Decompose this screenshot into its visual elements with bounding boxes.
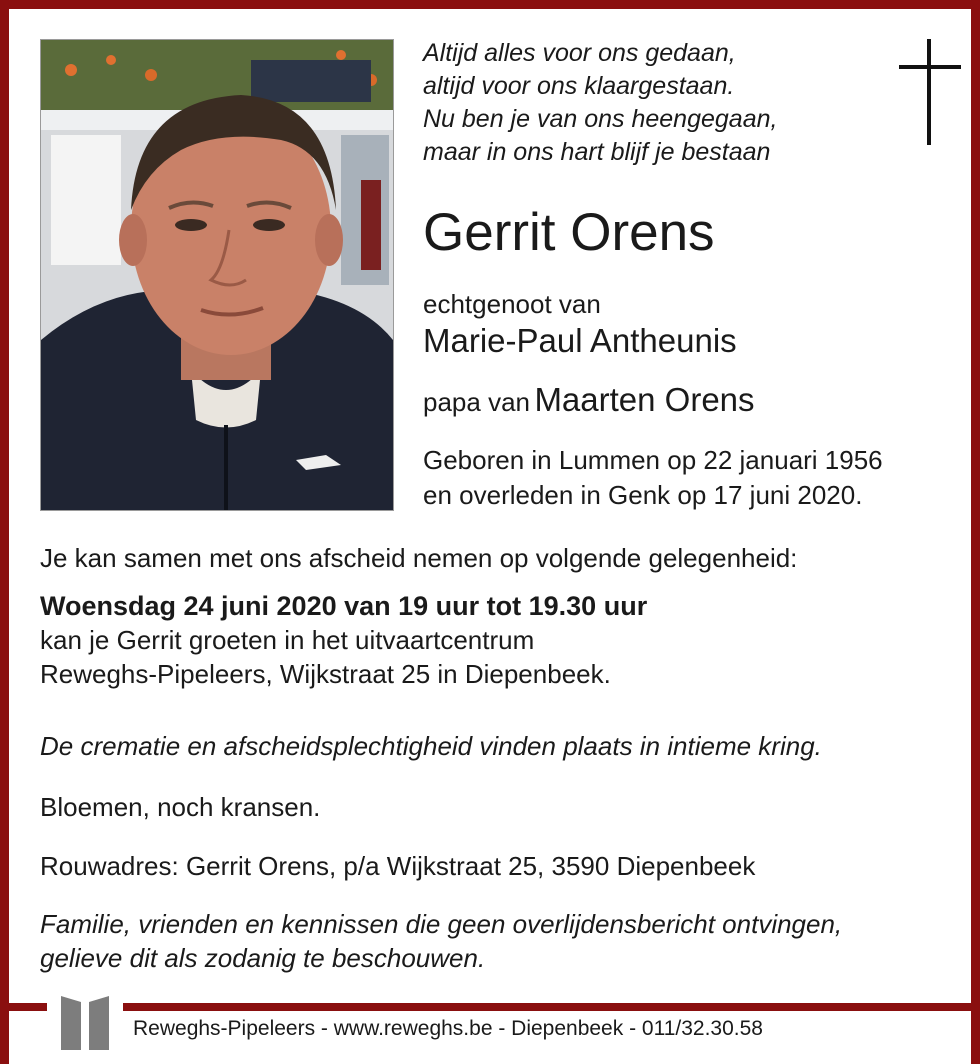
cremation-note: De crematie en afscheidsplechtigheid vinden plaats in intieme kring. bbox=[40, 731, 822, 761]
poem-line: altijd voor ons klaargestaan. bbox=[423, 72, 735, 100]
child-line bbox=[423, 381, 755, 426]
farewell-line: Reweghs-Pipeleers, Wijkstraat 25 in Diepenbeek. bbox=[40, 659, 611, 689]
notice-line: gelieve dit als zodanig te beschouwen. bbox=[40, 943, 486, 973]
spouse-label: echtgenoot van bbox=[423, 289, 601, 319]
notice-line: Familie, vrienden en kennissen die geen overlijdensbericht ontvingen, bbox=[40, 909, 843, 939]
footer-divider bbox=[0, 1003, 980, 1011]
footer-contact: Reweghs-Pipeleers - www.reweghs.be - Diepenbeek - 011/32.30.58 bbox=[133, 1017, 763, 1040]
memorial-poem bbox=[423, 37, 883, 169]
notice-text bbox=[40, 907, 842, 975]
deceased-name: Gerrit Orens bbox=[423, 203, 715, 262]
mourning-address: Rouwadres: Gerrit Orens, p/a Wijkstraat 25, 3590 Diepenbeek bbox=[40, 851, 756, 881]
birth-line: Geboren in Lummen op 22 januari 1956 bbox=[423, 445, 883, 475]
flowers-note: Bloemen, noch kransen. bbox=[40, 792, 321, 822]
farewell-intro: Je kan samen met ons afscheid nemen op volgende gelegenheid: bbox=[40, 543, 798, 573]
spouse-name: Marie-Paul Antheunis bbox=[423, 322, 737, 359]
portrait-illustration bbox=[41, 40, 393, 510]
farewell-line: kan je Gerrit groeten in het uitvaartcentrum bbox=[40, 625, 535, 655]
child-name: Maarten Orens bbox=[534, 381, 755, 418]
cross-icon bbox=[899, 39, 961, 145]
logo-pillars-icon bbox=[47, 992, 123, 1052]
poem-line: Altijd alles voor ons gedaan, bbox=[423, 39, 736, 67]
poem-line: Nu ben je van ons heengegaan, bbox=[423, 105, 778, 133]
funeral-home-logo bbox=[47, 992, 123, 1052]
portrait-photo bbox=[40, 39, 394, 511]
life-dates bbox=[423, 443, 883, 513]
poem-line: maar in ons hart blijf je bestaan bbox=[423, 138, 771, 166]
death-line: en overleden in Genk op 17 juni 2020. bbox=[423, 480, 863, 510]
child-label: papa van bbox=[423, 387, 530, 417]
farewell-datetime: Woensdag 24 juni 2020 van 19 uur tot 19.30 uur bbox=[40, 591, 648, 621]
farewell-details bbox=[40, 589, 647, 691]
